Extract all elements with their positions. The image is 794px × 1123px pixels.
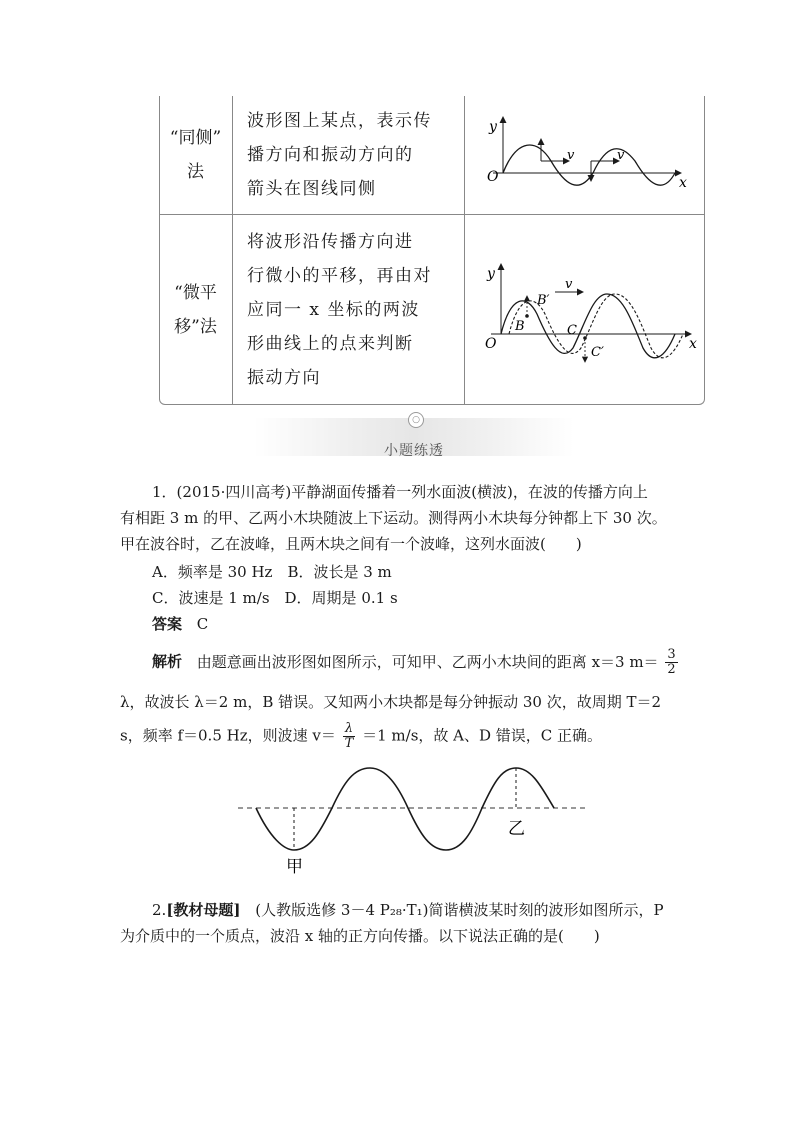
method-name-cell xyxy=(159,96,232,215)
fraction-lambda-over-t xyxy=(343,722,356,751)
table-row-same-side xyxy=(159,96,705,215)
method-name-cell xyxy=(159,215,232,406)
same-side-wave-figure xyxy=(469,103,701,203)
label-jia: 甲 xyxy=(286,857,303,877)
fraction-denominator: T xyxy=(344,736,354,751)
label-yi: 乙 xyxy=(508,819,525,839)
q2-tag: [教材母题] xyxy=(166,901,241,919)
lightbulb-icon: ○ xyxy=(408,412,424,428)
q1-answer xyxy=(152,611,208,637)
velocity-label: v xyxy=(617,147,625,163)
method-figure-cell xyxy=(465,215,705,406)
q1-analysis-line xyxy=(152,648,680,677)
analysis-label: 解析 xyxy=(152,652,183,671)
table-row-micro-shift xyxy=(159,215,705,406)
method-name-line: “微平 xyxy=(174,283,217,303)
axis-label-y: y xyxy=(487,265,496,282)
method-desc-cell xyxy=(232,215,465,406)
point-c-prime-label: C′ xyxy=(591,344,605,360)
q2-text: (人教版选修 3－4 P₂₈·T₁)简谐横波某时刻的波形如图所示，P xyxy=(255,901,664,919)
point-b-label: B xyxy=(515,318,525,334)
q1-line: 1．(2015·四川高考)平静湖面传播着一列水面波(横波)，在波的传播方向上 xyxy=(152,483,648,501)
desc-line: 波形图上某点，表示传 xyxy=(246,111,432,131)
point-c xyxy=(583,336,587,340)
origin-label: O xyxy=(487,168,499,185)
q2-line xyxy=(152,897,664,923)
velocity-label: v xyxy=(565,276,573,292)
desc-line: 播方向和振动方向的 xyxy=(246,145,414,165)
method-name-line: “同侧” xyxy=(169,128,222,148)
q1-analysis-line xyxy=(120,722,602,751)
velocity-label: v xyxy=(567,147,575,163)
method-name-line: 移”法 xyxy=(174,317,217,337)
fraction-three-halves xyxy=(665,648,677,677)
q1-line: 有相距 3 m 的甲、乙两小木块随波上下运动。测得两小木块每分钟都上下 30 次。 xyxy=(120,509,667,527)
q1-line: 甲在波谷时，乙在波峰，且两木块之间有一个波峰，这列水面波( ) xyxy=(120,535,582,553)
axis-label-x: x xyxy=(679,174,688,191)
answer-value: C xyxy=(196,615,209,633)
method-figure-cell xyxy=(465,96,705,215)
fraction-denominator: 2 xyxy=(667,662,676,677)
q1-analysis-line: λ，故波长 λ＝2 m，B 错误。又知两小木块都是每分钟振动 30 次，故周期 T＝2 xyxy=(120,693,662,711)
desc-line: 形曲线上的点来判断 xyxy=(246,334,414,354)
analysis-text: ＝1 m/s，故 A、D 错误，C 正确。 xyxy=(362,726,603,745)
q2-line: 为介质中的一个质点，波沿 x 轴的正方向传播。以下说法正确的是( ) xyxy=(120,927,600,945)
desc-line: 将波形沿传播方向进 xyxy=(246,232,414,252)
method-name-line: 法 xyxy=(186,162,204,182)
desc-line: 应同一 x 坐标的两波 xyxy=(246,300,420,320)
method-table xyxy=(159,96,705,405)
wave-curve xyxy=(503,145,675,185)
q2-prefix: 2. xyxy=(152,901,167,919)
point-b-prime-label: B′ xyxy=(537,292,550,308)
desc-line: 箭头在图线同侧 xyxy=(246,179,377,199)
axis-label-x: x xyxy=(689,335,698,352)
point-b xyxy=(525,314,529,318)
water-wave-figure xyxy=(236,762,592,880)
origin-label: O xyxy=(485,335,497,352)
section-title: 小题练透 xyxy=(384,443,444,459)
axis-label-y: y xyxy=(489,118,498,135)
q1-option-line: A．频率是 30 Hz B．波长是 3 m xyxy=(152,563,392,581)
answer-label: 答案 xyxy=(152,615,183,633)
fraction-numerator: λ xyxy=(343,722,356,737)
analysis-text: s，频率 f＝0.5 Hz，则波速 v＝ xyxy=(120,726,336,745)
micro-shift-wave-figure xyxy=(467,238,703,378)
fraction-numerator: 3 xyxy=(667,647,676,662)
analysis-text: 由题意画出波形图如图所示，可知甲、乙两小木块间的距离 x＝3 m＝ xyxy=(196,652,659,671)
q1-option-line: C．波速是 1 m/s D．周期是 0.1 s xyxy=(152,589,398,607)
point-c-label: C xyxy=(567,322,578,338)
desc-line: 振动方向 xyxy=(246,368,321,388)
method-desc-cell xyxy=(232,96,465,215)
desc-line: 行微小的平移，再由对 xyxy=(246,266,432,286)
